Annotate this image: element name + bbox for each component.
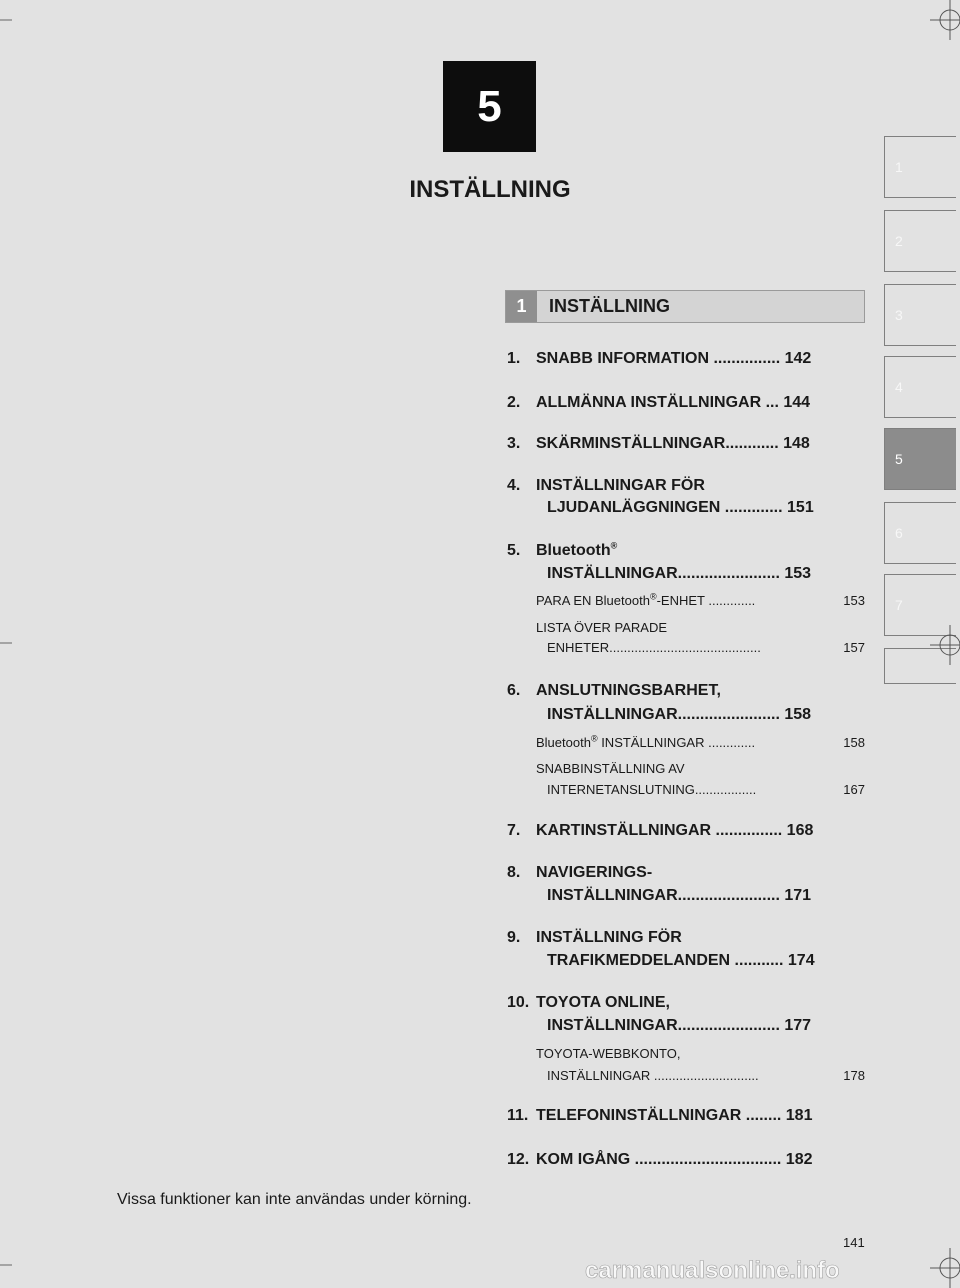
chapter-number: 5	[477, 81, 502, 131]
chapter-tab-4[interactable]: 4	[884, 356, 956, 418]
section-title: INSTÄLLNING	[549, 296, 670, 316]
crop-mark-icon	[0, 0, 20, 30]
crop-mark-icon	[0, 628, 20, 658]
chapter-tab-3[interactable]: 3	[884, 284, 956, 346]
watermark-text: carmanualsonline.info	[585, 1257, 840, 1284]
section-header	[505, 290, 865, 323]
chapter-tab-7[interactable]: 7	[884, 574, 956, 636]
registration-mark-icon	[930, 0, 960, 40]
chapter-number-box	[443, 61, 536, 152]
chapter-tab-5[interactable]: 5	[884, 428, 956, 490]
chapter-tab-2[interactable]: 2	[884, 210, 956, 272]
crop-mark-icon	[0, 1250, 20, 1280]
page-title: INSTÄLLNING	[409, 176, 571, 203]
registration-mark-icon	[930, 625, 960, 665]
footer-note: Vissa funktioner kan inte användas under körning.	[117, 1191, 472, 1208]
section-number: 1	[506, 291, 537, 322]
page-number: 141	[843, 1235, 865, 1250]
chapter-tab-1[interactable]: 1	[884, 136, 956, 198]
chapter-tab-6[interactable]: 6	[884, 502, 956, 564]
watermark-logo	[585, 1252, 955, 1286]
